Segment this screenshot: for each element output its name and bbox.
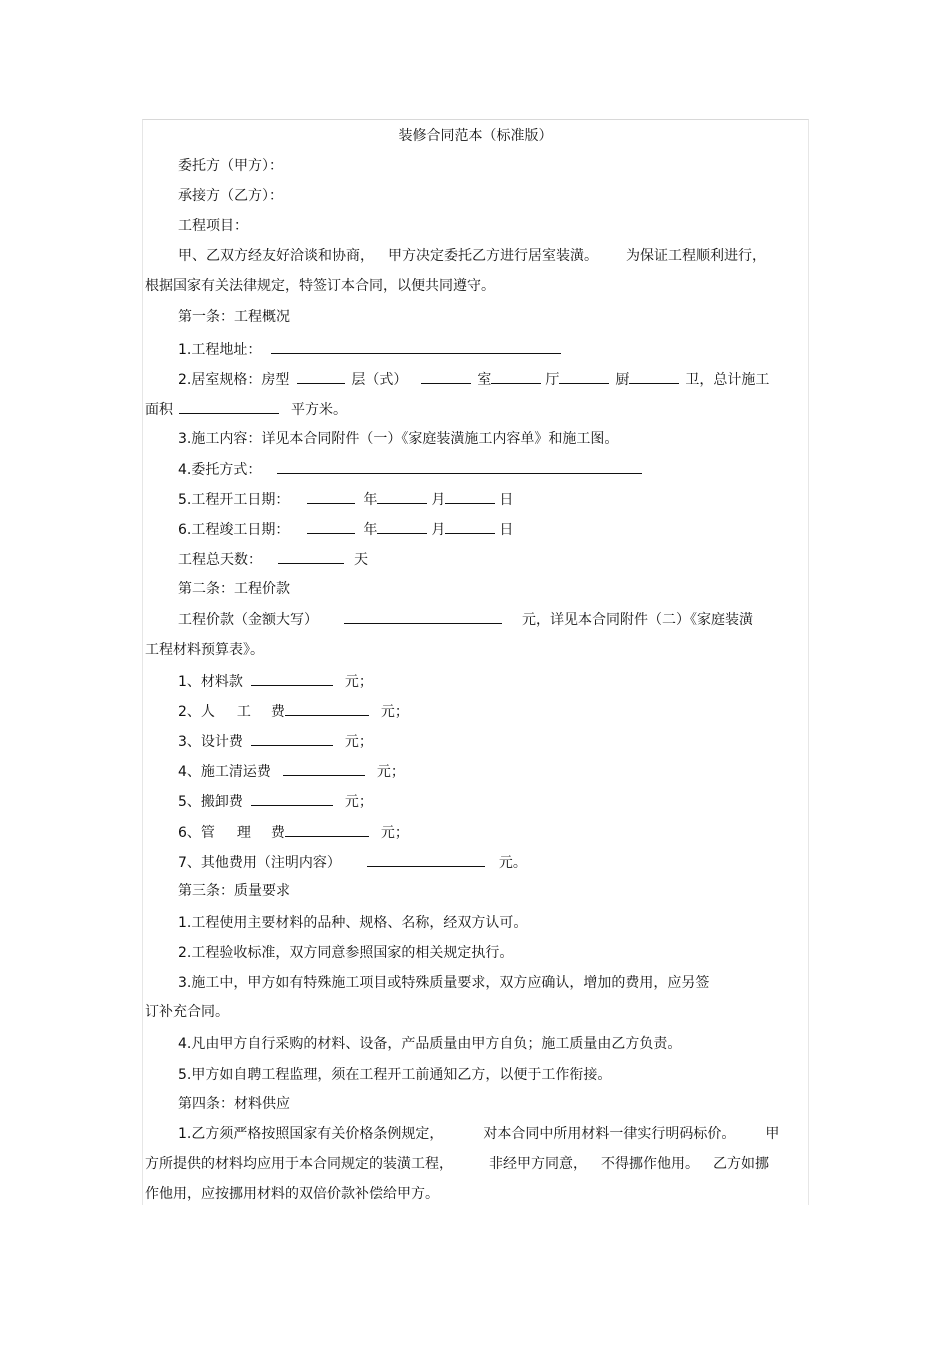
mode-line <box>178 459 642 480</box>
document-title: 装修合同范本（标准版） <box>398 128 553 144</box>
total-days-blank <box>278 549 344 564</box>
end-day-unit: 日 <box>499 522 514 538</box>
price-desc: 元，详见本合同附件（二）《家庭装潢 <box>522 612 753 628</box>
intro-part-1: 甲、乙双方经友好洽谈和协商， <box>178 248 374 264</box>
address-label: 1.工程地址： <box>178 342 262 358</box>
start-year-blank <box>307 489 355 504</box>
supply-1-part-c: 甲 <box>765 1126 780 1142</box>
fee-item-5-label: 5、搬卸费 <box>178 794 243 810</box>
fee-item-4 <box>178 761 405 782</box>
fee-item-2 <box>178 701 409 722</box>
end-day-blank <box>445 519 495 534</box>
article-2-heading: 第二条：工程价款 <box>178 581 290 597</box>
fee-item-6 <box>178 822 409 843</box>
start-day-blank <box>445 489 495 504</box>
spec-kitchen: 厨 <box>615 372 630 388</box>
article-1-heading: 第一条：工程概况 <box>178 309 290 325</box>
content-line: 3.施工内容：详见本合同附件（一）《家庭装潢施工内容单》和施工图。 <box>178 431 619 447</box>
kitchen-blank <box>629 369 679 384</box>
fee-item-5-blank <box>251 791 333 806</box>
document-page <box>142 119 809 1205</box>
price-line-1 <box>178 609 753 630</box>
fee-item-1 <box>178 671 373 692</box>
quality-clause-1: 1.工程使用主要材料的品种、规格、名称，经双方认可。 <box>178 915 528 931</box>
start-month-blank <box>377 489 427 504</box>
fee-item-4-blank <box>283 761 365 776</box>
end-month-blank <box>377 519 427 534</box>
intro-part-2: 甲方决定委托乙方进行居室装潢。 <box>388 248 598 264</box>
quality-clause-3a: 3.施工中，甲方如有特殊施工项目或特殊质量要求，双方应确认，增加的费用，应另签 <box>178 975 710 991</box>
start-year-unit: 年 <box>363 492 378 508</box>
supply-2-part-b: 非经甲方同意， <box>489 1156 587 1172</box>
end-month-unit: 月 <box>431 522 446 538</box>
intro-line-1 <box>178 246 766 266</box>
intro-part-3: 为保证工程顺利进行， <box>626 248 766 264</box>
spec-label: 2.居室规格：房型 <box>178 372 290 388</box>
start-month-unit: 月 <box>431 492 446 508</box>
mode-label: 4.委托方式： <box>178 462 262 478</box>
fee-item-3 <box>178 731 373 752</box>
total-days-label: 工程总天数： <box>178 552 262 568</box>
supply-2-part-a: 方所提供的材料均应用于本合同规定的装潢工程， <box>145 1156 453 1172</box>
end-date-line <box>178 519 513 540</box>
fee-item-3-label: 3、设计费 <box>178 734 243 750</box>
end-date-label: 6.工程竣工日期： <box>178 522 290 538</box>
spec-line-2 <box>145 399 347 420</box>
supply-1-part-a: 1.乙方须严格按照国家有关价格条例规定， <box>178 1126 444 1142</box>
fee-item-4-unit: 元； <box>376 764 405 780</box>
total-days-line <box>178 549 368 570</box>
spec-line-1 <box>178 369 769 390</box>
hall-blank <box>559 369 609 384</box>
supply-2-part-d: 乙方如挪 <box>713 1156 769 1172</box>
fee-item-1-unit: 元； <box>344 674 373 690</box>
floor-blank <box>421 369 471 384</box>
quality-clause-2: 2.工程验收标准，双方同意参照国家的相关规定执行。 <box>178 945 514 961</box>
spec-hall: 厅 <box>545 372 560 388</box>
fee-item-2-label-a: 2、人 <box>178 704 215 720</box>
fee-item-3-blank <box>251 731 333 746</box>
fee-item-6-label-a: 6、管 <box>178 825 215 841</box>
article-3-heading: 第三条：质量要求 <box>178 883 290 899</box>
end-year-blank <box>307 519 355 534</box>
fee-item-5 <box>178 791 373 812</box>
price-label: 工程价款（金额大写） <box>178 612 318 628</box>
fee-item-3-unit: 元； <box>344 734 373 750</box>
area-unit: 平方米。 <box>291 402 347 418</box>
address-line <box>178 339 561 360</box>
supply-line-2 <box>145 1154 769 1174</box>
quality-clause-5: 5.甲方如自聘工程监理，须在工程开工前通知乙方，以便于工作衔接。 <box>178 1067 612 1083</box>
area-label: 面积 <box>145 402 173 418</box>
fee-item-7-blank <box>367 852 485 867</box>
party-a-label: 委托方（甲方）： <box>178 158 283 174</box>
type-blank <box>297 369 345 384</box>
fee-item-2-unit: 元； <box>380 704 409 720</box>
party-b-label: 承接方（乙方）： <box>178 188 283 204</box>
fee-item-2-blank <box>285 701 369 716</box>
address-blank <box>271 339 561 354</box>
mode-blank <box>277 459 642 474</box>
total-days-unit: 天 <box>354 552 368 568</box>
price-line-2: 工程材料预算表》。 <box>145 642 264 658</box>
start-day-unit: 日 <box>499 492 514 508</box>
price-blank <box>344 609 502 624</box>
fee-item-6-label-b: 理 <box>236 825 251 841</box>
fee-item-7 <box>178 852 527 873</box>
start-date-label: 5.工程开工日期： <box>178 492 290 508</box>
fee-item-7-label: 7、其他费用（注明内容） <box>178 855 341 871</box>
supply-line-1 <box>178 1124 779 1144</box>
fee-item-5-unit: 元； <box>344 794 373 810</box>
supply-line-3: 作他用，应按挪用材料的双倍价款补偿给甲方。 <box>145 1186 439 1202</box>
supply-2-part-c: 不得挪作他用。 <box>601 1156 699 1172</box>
intro-line-2: 根据国家有关法律规定，特签订本合同，以便共同遵守。 <box>145 278 495 294</box>
article-4-heading: 第四条：材料供应 <box>178 1096 290 1112</box>
fee-item-2-label-c: 费 <box>270 704 285 720</box>
quality-clause-4: 4.凡由甲方自行采购的材料、设备，产品质量由甲方自负；施工质量由乙方负责。 <box>178 1036 682 1052</box>
fee-item-6-blank <box>285 822 369 837</box>
project-label: 工程项目： <box>178 218 248 234</box>
spec-bath: 卫，总计施工 <box>685 372 770 388</box>
quality-clause-3b: 订补充合同。 <box>145 1004 229 1020</box>
fee-item-2-label-b: 工 <box>236 704 251 720</box>
room-blank <box>491 369 541 384</box>
fee-item-4-label: 4、施工清运费 <box>178 764 271 780</box>
spec-floor: 层（式） <box>351 372 408 388</box>
fee-item-6-unit: 元； <box>380 825 409 841</box>
supply-1-part-b: 对本合同中所用材料一律实行明码标价。 <box>483 1126 736 1142</box>
fee-item-6-label-c: 费 <box>270 825 285 841</box>
end-year-unit: 年 <box>363 522 378 538</box>
start-date-line <box>178 489 513 510</box>
fee-item-1-label: 1、材料款 <box>178 674 243 690</box>
area-blank <box>179 399 279 414</box>
spec-room: 室 <box>477 372 492 388</box>
fee-item-7-unit: 元。 <box>498 855 527 871</box>
fee-item-1-blank <box>251 671 333 686</box>
